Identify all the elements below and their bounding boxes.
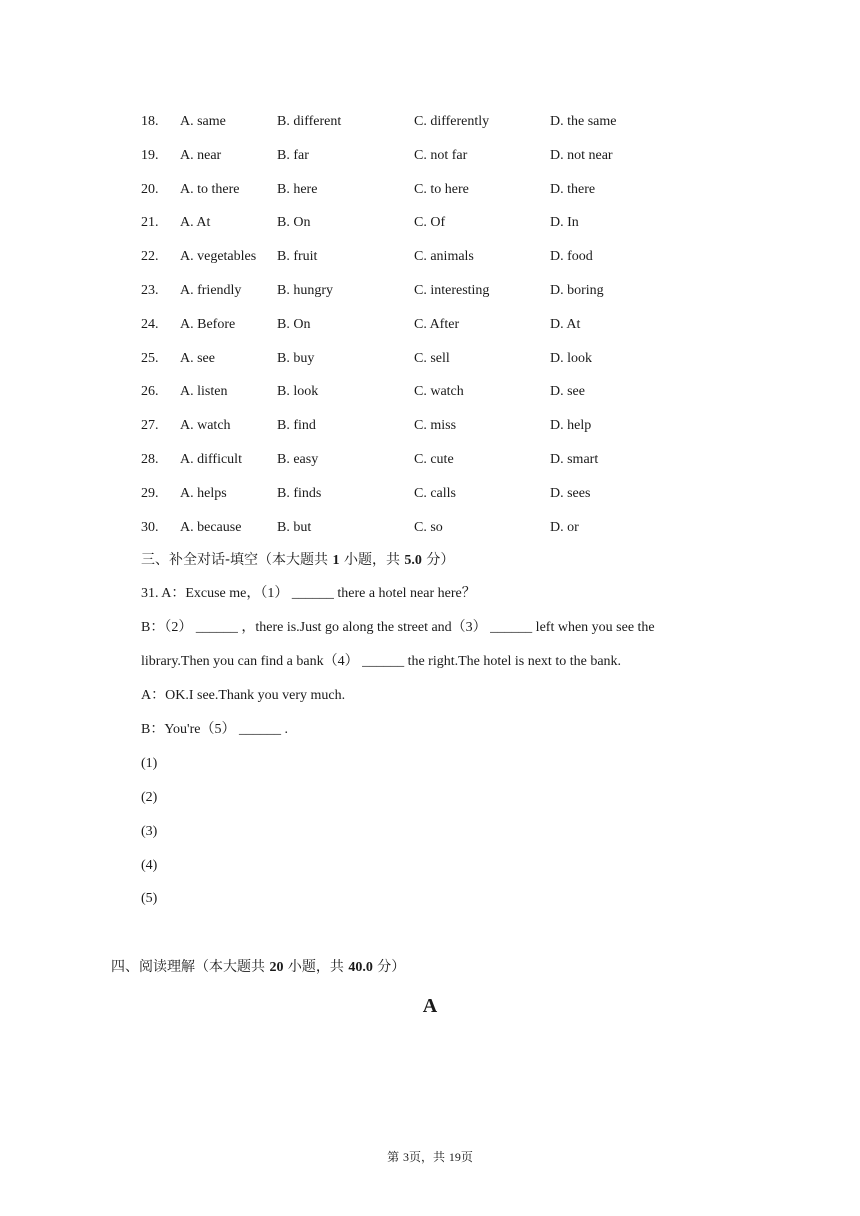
option-a: A. Before — [180, 316, 236, 332]
dialogue-line-1: 31. A：Excuse me，（1） ______ there a hotel near here？ — [141, 586, 476, 601]
option-d: D. boring — [550, 283, 604, 298]
option-a: A. vegetables — [180, 249, 257, 265]
option-c: C. to here — [414, 181, 469, 197]
option-d: D. sees — [550, 485, 591, 501]
option-a: A. listen — [180, 384, 228, 400]
section-4-heading: 四、阅读理解（本大题共 20 小题，共 40.0 分） — [111, 959, 406, 975]
option-c: C. sell — [414, 350, 450, 366]
section-3-heading: 三、补全对话-填空（本大题共 1 小题，共 5.0 分） — [141, 552, 455, 568]
option-b: B. find — [277, 418, 316, 434]
answer-label-2: (2) — [141, 790, 158, 805]
answer-label-1: (1) — [141, 756, 158, 771]
answer-label-5: (5) — [141, 891, 158, 906]
option-a: A. watch — [180, 418, 231, 434]
dialogue-line-4: A：OK.I see.Thank you very much. — [141, 688, 346, 703]
passage-title: A — [422, 995, 438, 1017]
dialogue-line-3: library.Then you can find a bank（4） ______ the right.The hotel is next to the bank. — [141, 654, 622, 669]
option-c: C. so — [414, 519, 443, 535]
option-d: D. food — [550, 249, 593, 265]
option-c: C. differently — [414, 114, 490, 129]
option-b: B. different — [277, 114, 342, 129]
option-d: D. there — [550, 181, 596, 197]
option-d: D. the same — [550, 114, 617, 129]
option-d: D. At — [550, 316, 581, 332]
question-number: 27. — [141, 418, 159, 434]
option-a: A. see — [180, 350, 215, 366]
option-d: D. not near — [550, 147, 613, 163]
option-c: C. cute — [414, 452, 454, 467]
option-d: D. or — [550, 519, 579, 535]
option-c: C. After — [414, 316, 460, 332]
option-b: B. easy — [277, 452, 319, 467]
option-b: B. but — [277, 519, 312, 535]
option-b: B. far — [277, 147, 309, 163]
option-b: B. hungry — [277, 283, 333, 298]
option-d: D. help — [550, 418, 592, 434]
page-footer: 第 3页，共 19页 — [387, 1150, 473, 1164]
option-c: C. calls — [414, 485, 456, 501]
option-b: B. look — [277, 384, 319, 400]
option-a: A. to there — [180, 181, 240, 197]
question-number: 28. — [141, 452, 159, 467]
answer-label-4: (4) — [141, 858, 158, 873]
option-a: A. difficult — [180, 452, 242, 467]
option-c: C. miss — [414, 418, 457, 434]
option-b: B. buy — [277, 350, 315, 366]
option-a: A. near — [180, 147, 222, 163]
question-number: 25. — [141, 350, 159, 366]
option-a: A. friendly — [180, 283, 242, 298]
option-d: D. In — [550, 215, 579, 231]
question-number: 22. — [141, 249, 159, 265]
question-number: 19. — [141, 147, 159, 163]
question-number: 24. — [141, 316, 159, 332]
option-c: C. interesting — [414, 283, 490, 298]
option-d: D. look — [550, 350, 592, 366]
option-c: C. watch — [414, 384, 464, 400]
question-number: 29. — [141, 485, 159, 501]
option-c: C. animals — [414, 249, 474, 265]
question-number: 23. — [141, 283, 159, 298]
question-number: 18. — [141, 114, 159, 129]
option-b: B. On — [277, 316, 311, 332]
option-d: D. smart — [550, 452, 599, 467]
option-b: B. On — [277, 215, 311, 231]
option-b: B. here — [277, 181, 318, 197]
option-a: A. same — [180, 114, 226, 129]
option-b: B. finds — [277, 485, 322, 501]
option-a: A. helps — [180, 485, 227, 501]
option-b: B. fruit — [277, 249, 318, 265]
option-c: C. Of — [414, 215, 446, 231]
question-number: 21. — [141, 215, 159, 231]
question-number: 30. — [141, 519, 159, 535]
answer-label-3: (3) — [141, 824, 158, 839]
option-a: A. At — [180, 215, 211, 231]
dialogue-line-2: B：（2） ______ ，there is.Just go along the street and（3） ______ left when you see the — [141, 620, 655, 635]
dialogue-line-5: B：You're（5） ______ . — [141, 722, 288, 737]
question-number: 26. — [141, 384, 159, 400]
option-c: C. not far — [414, 147, 468, 163]
option-d: D. see — [550, 384, 585, 400]
option-a: A. because — [180, 519, 242, 535]
question-number: 20. — [141, 181, 159, 197]
